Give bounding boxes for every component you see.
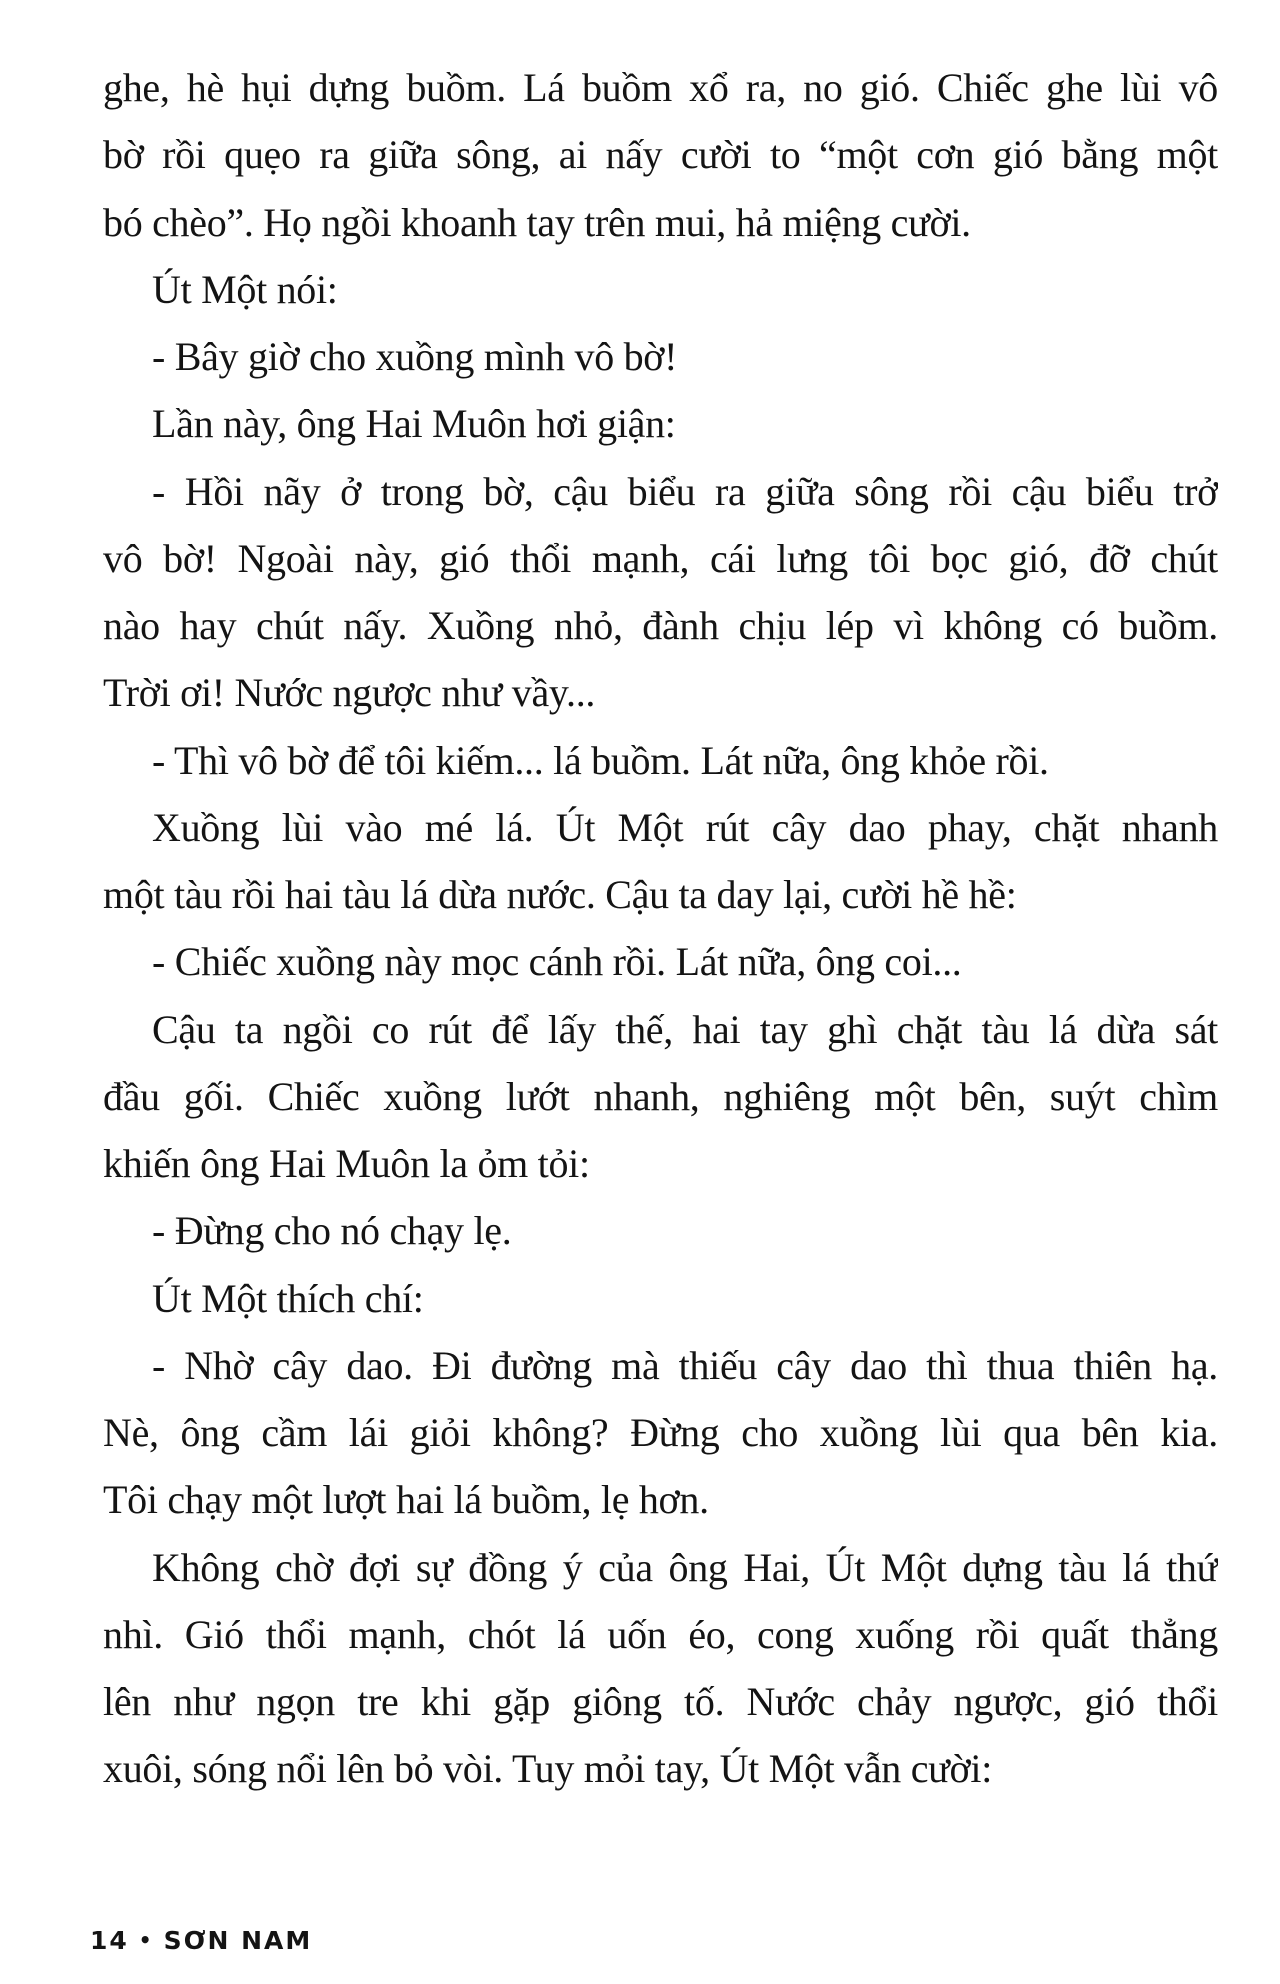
page-number: 14 xyxy=(90,1926,129,1955)
text-line: vô bờ! Ngoài này, gió thổi mạnh, cái lưng tôi bọc gió, đỡ chút xyxy=(103,535,1218,581)
text-line: một tàu rồi hai tàu lá dừa nước. Cậu ta day lại, cười hề hề: xyxy=(103,872,1017,917)
text-line: - Bây giờ cho xuồng mình vô bờ! xyxy=(152,334,678,379)
text-line: xuôi, sóng nổi lên bỏ vòi. Tuy mỏi tay, Út Một vẫn cười: xyxy=(103,1746,993,1792)
text-line: Nè, ông cầm lái giỏi không? Đừng cho xuồng lùi qua bên kia. xyxy=(103,1410,1218,1455)
text-line: Út Một nói: xyxy=(152,266,338,312)
text-line: Trời ơi! Nước ngược như vầy... xyxy=(103,670,596,716)
text-line: nhì. Gió thổi mạnh, chót lá uốn éo, cong xuống rồi quất thẳng xyxy=(103,1611,1218,1657)
text-line: Tôi chạy một lượt hai lá buồm, lẹ hơn. xyxy=(103,1477,709,1523)
text-line: Không chờ đợi sự đồng ý của ông Hai, Út Một dựng tàu lá thứ xyxy=(152,1544,1218,1590)
text-line: bờ rồi quẹo ra giữa sông, ai nấy cười to “một cơn gió bằng một xyxy=(103,132,1218,178)
text-line: Xuồng lùi vào mé lá. Út Một rút cây dao phay, chặt nhanh xyxy=(152,804,1218,850)
page-footer xyxy=(90,1926,312,1955)
text-line: Cậu ta ngồi co rút để lấy thế, hai tay ghì chặt tàu lá dừa sát xyxy=(152,1006,1218,1052)
text-line: nào hay chút nấy. Xuồng nhỏ, đành chịu lép vì không có buồm. xyxy=(103,603,1218,648)
text-line: bó chèo”. Họ ngồi khoanh tay trên mui, hả miệng cười. xyxy=(103,199,971,245)
footer-separator: • xyxy=(138,1928,154,1952)
text-line: - Đừng cho nó chạy lẹ. xyxy=(152,1208,512,1254)
text-line: đầu gối. Chiếc xuồng lướt nhanh, nghiêng một bên, suýt chìm xyxy=(103,1073,1218,1119)
text-line: Lần này, ông Hai Muôn hơi giận: xyxy=(152,401,676,447)
body-text xyxy=(103,54,1218,1803)
text-line: lên như ngọn tre khi gặp giông tố. Nước chảy ngược, gió thổi xyxy=(103,1679,1218,1724)
text-line: Út Một thích chí: xyxy=(152,1275,424,1321)
text-line: - Chiếc xuồng này mọc cánh rồi. Lát nữa, ông coi... xyxy=(152,939,962,985)
text-line: - Nhờ cây dao. Đi đường mà thiếu cây dao thì thua thiên hạ. xyxy=(152,1342,1218,1388)
text-line: - Thì vô bờ để tôi kiếm... lá buồm. Lát nữa, ông khỏe rồi. xyxy=(152,737,1049,783)
text-line: - Hồi nãy ở trong bờ, cậu biểu ra giữa sông rồi cậu biểu trở xyxy=(152,468,1218,514)
text-line: ghe, hè hụi dựng buồm. Lá buồm xổ ra, no gió. Chiếc ghe lùi vô xyxy=(103,65,1218,110)
text-line: khiến ông Hai Muôn la ỏm tỏi: xyxy=(103,1141,590,1186)
author-name: SƠN NAM xyxy=(163,1926,313,1955)
